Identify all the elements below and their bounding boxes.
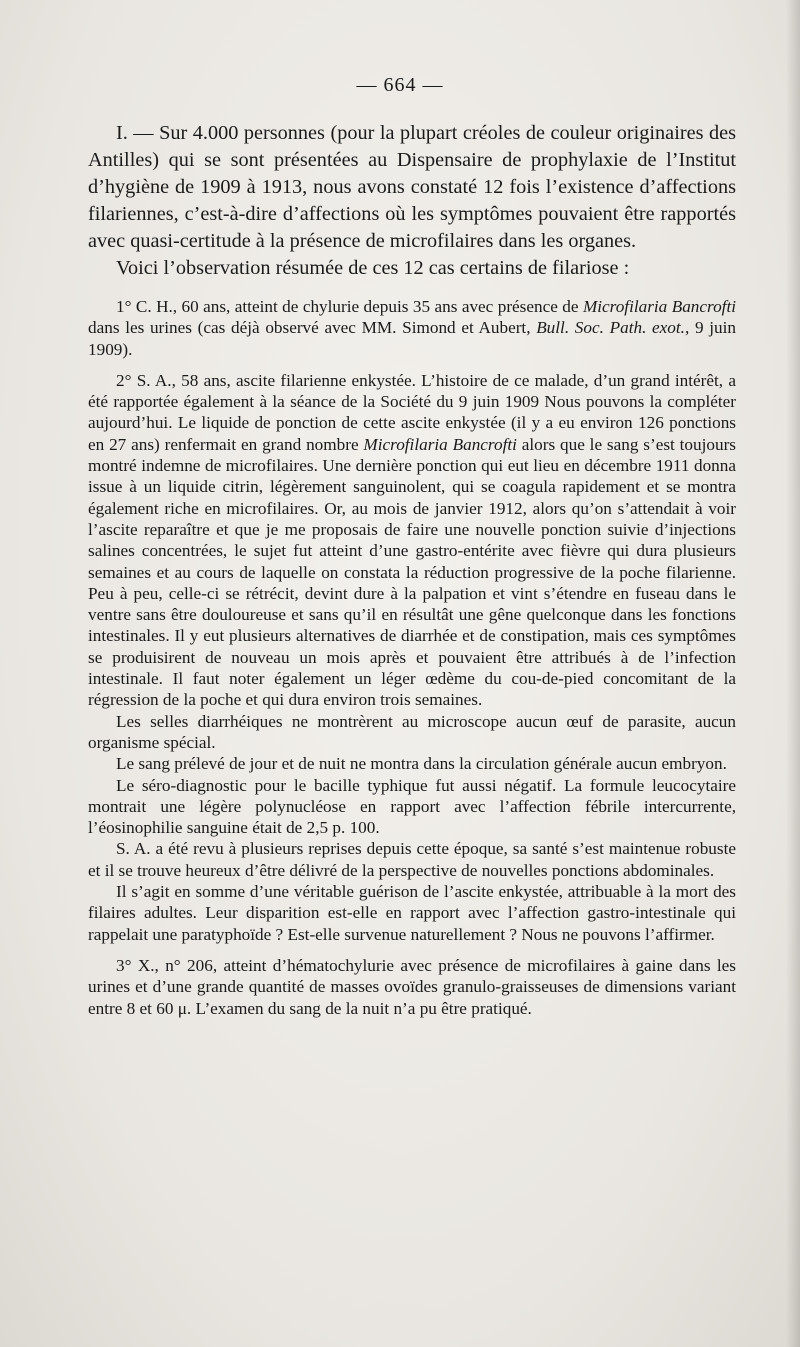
case-2-conclusion: Il s’agit en somme d’une véritable guérison de l’ascite enkystée, attribuable à la mort des filaires adultes. Leur disparition est-elle en rapport avec l’affection gastro-intestinale qui rappelait une paratyphoïde ? Est-elle survenue naturellement ? Nous ne pouvons l’affirmer. <box>88 882 736 944</box>
case-1-paragraph <box>88 296 736 360</box>
case-2-species: Microfilaria Bancrofti <box>363 434 517 454</box>
case-1-text-a: 1° C. H., 60 ans, atteint de chylurie depuis 35 ans avec présence de <box>116 297 583 316</box>
case-2-selles: Les selles diarrhéiques ne montrèrent au microscope aucun œuf de parasite, aucun organisme spécial. <box>88 711 736 752</box>
case-1-journal: Bull. Soc. Path. exot. <box>536 318 685 338</box>
case-3-paragraph: 3° X., n° 206, atteint d’hématochylurie avec présence de microfilaires à gaine dans les urines et d’une grande quantité de masses ovoïdes granulo-graisseuses de dimensions variant entre 8 et 60 μ. L’examen du sang de la nuit n’a pu être pratiqué. <box>88 955 736 1018</box>
page-number: — 664 — <box>356 74 444 96</box>
intro-followup: Voici l’observation résumée de ces 12 cas certains de filariose : <box>116 257 630 279</box>
case-2-sero: Le séro-diagnostic pour le bacille typhique fut aussi négatif. La formule leucocytaire montrait une légère polynucléose en rapport avec l’affection fébrile intercurrente, l’éosinophilie sanguine était de 2,5 p. 100. <box>88 775 736 838</box>
page-edge-shadow <box>786 0 800 1347</box>
case-2-paragraph <box>88 370 736 711</box>
page-body <box>88 120 736 1019</box>
case-2-sang: Le sang prélevé de jour et de nuit ne montra dans la circulation générale aucun embryon. <box>116 754 727 774</box>
case-1-text-c: dans les urines (cas déjà observé avec MM. Simond et Aubert, <box>88 318 537 338</box>
case-1-text-e: , 9 juin 1909). <box>88 318 736 359</box>
case-2-text-a: 2° S. A., 58 ans, ascite filarienne enkystée. L’histoire de ce malade, d’un grand intérêt, a été rapportée également à la séance de la Société du 9 juin 1909 Nous pouvons la compléter aujourd’hui. Le liquide de ponction de cette ascite enkystée (il y a eu environ 126 ponctions en 27 ans) renfermait en grand nombre <box>88 370 736 454</box>
intro-paragraph: I. — Sur 4.000 personnes (pour la plupart créoles de couleur originaires des Antilles) qui se sont présentées au Dispensaire de prophylaxie de l’Institut d’hygiène de 1909 à 1913, nous avons constaté 12 fois l’existence d’affections filariennes, c’est-à-dire d’affections où les symptômes pouvaient être rapportés avec quasi-certitude à la présence de microfilaires dans les organes. <box>88 122 736 252</box>
case-1-species: Microfilaria Bancrofti <box>582 297 736 316</box>
case-2-text-c: alors que le sang s’est toujours montré indemne de microfilaires. Une dernière ponction qui eut lieu en décembre 1911 donna issue à un liquide citrin, légèrement sanguinolent, qui se coagula rapidement et se montra également riche en microfilaires. Or, au mois de janvier 1912, alors qu’on s’attendait à voir l’ascite reparaître et que je me proposais de faire une nouvelle ponction suivie d’injections salines concentrées, le sujet fut atteint d’une gastro-entérite avec fièvre qui dura plusieurs semaines et au cours de laquelle on constata la réduction progressive de la poche filarienne. Peu à peu, celle-ci se rétrécit, devint dure à la palpation et vint s’étendre en fuseau dans le ventre sans être douloureuse et sans qu’il en résultât une gêne quelconque dans les fonctions intestinales. Il y eut plusieurs alternatives de diarrhée et de constipation, mais ces symptômes se produisirent de nouveau un mois après et pouvaient être attribués à de l’infection intestinale. Il faut noter également un léger œdème du cou-de-pied concomitant de la régression de la poche et qui dura environ trois semaines. <box>88 434 736 710</box>
case-2-revu: S. A. a été revu à plusieurs reprises depuis cette époque, sa santé s’est maintenue robuste et il se trouve heureux d’être délivré de la perspective de nouvelles ponctions abdominales. <box>88 839 736 880</box>
